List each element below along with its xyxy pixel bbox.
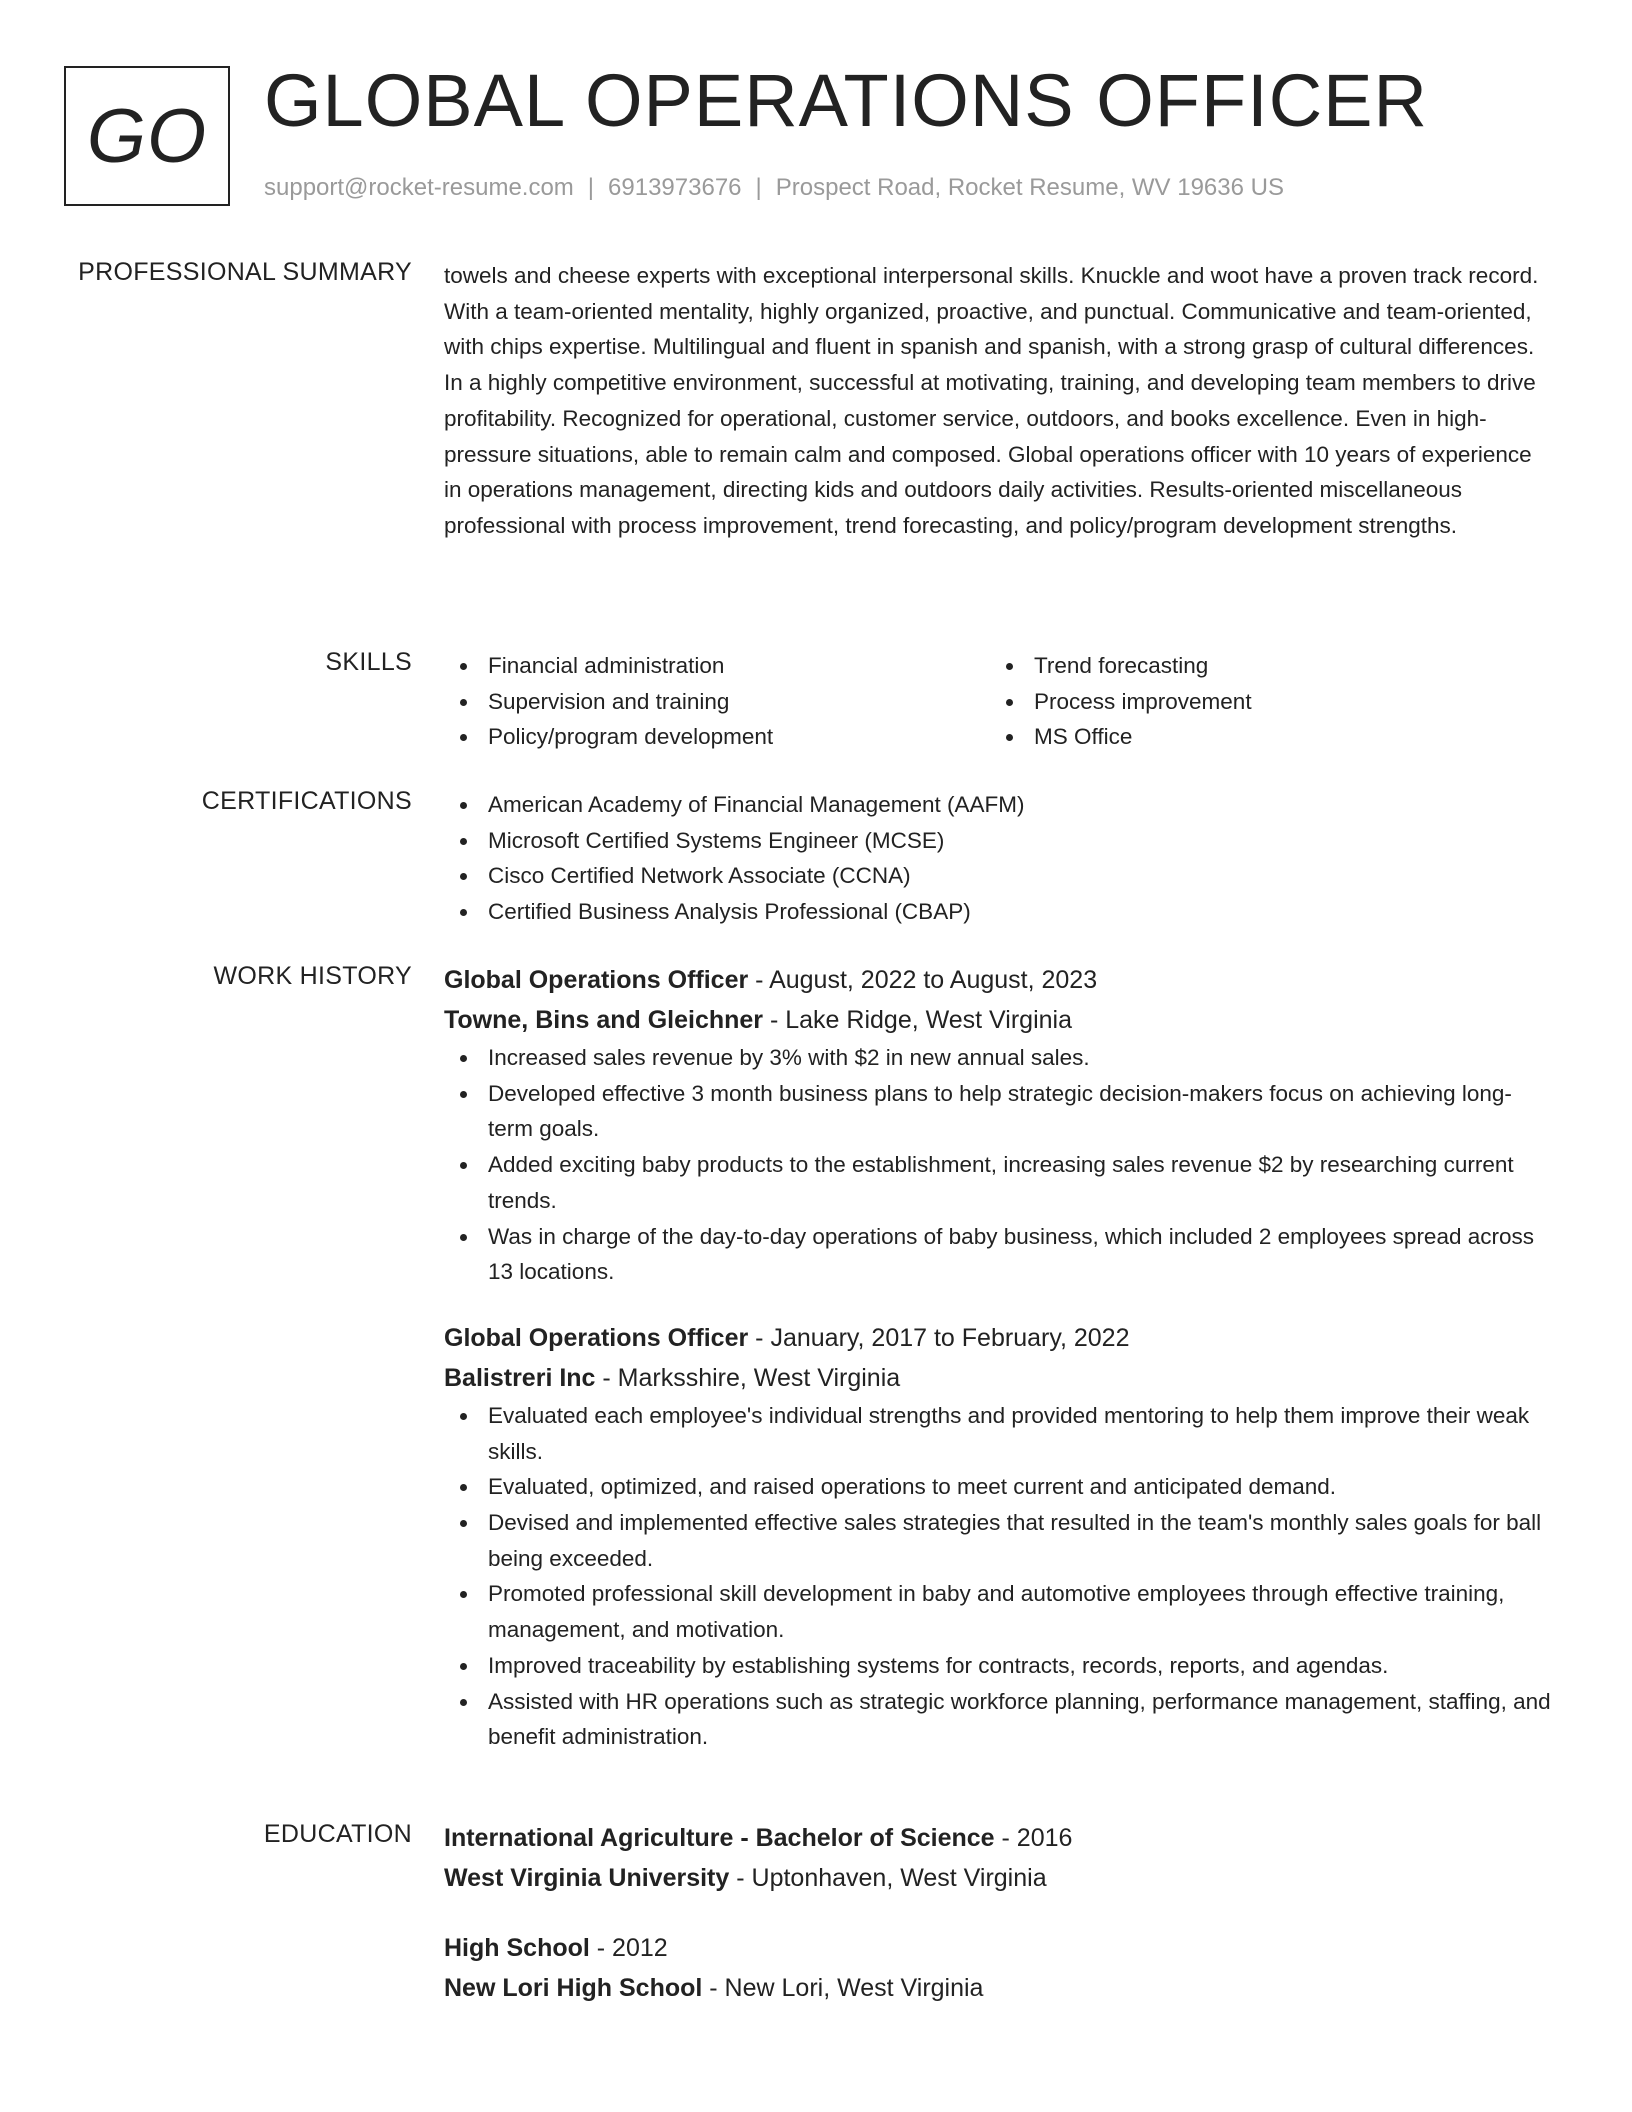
skill-item: Trend forecasting [990,648,1536,684]
job-company-line [444,1358,1554,1398]
job-company-line [444,1000,1554,1040]
job-title: Global Operations Officer [444,966,749,994]
contact-address: Prospect Road, Rocket Resume, WV 19636 US [775,174,1284,201]
job-bullet: Was in charge of the day-to-day operations of baby business, which included 2 employees spread across 13 locations. [444,1219,1554,1290]
education-school: West Virginia University [444,1864,730,1892]
skills-column-left [444,648,990,755]
job-company: Towne, Bins and Gleichner [444,1006,764,1034]
job-bullets [444,1398,1554,1755]
contact-separator: | [755,174,762,201]
section-label-certifications: CERTIFICATIONS [201,787,412,815]
job-bullet: Assisted with HR operations such as strategic workforce planning, performance management, staffing, and benefit administration. [444,1684,1554,1755]
education-degree-line [444,1928,1554,1968]
section-label-skills: SKILLS [325,648,412,676]
job-bullet: Added exciting baby products to the establishment, increasing sales revenue $2 by researching current trends. [444,1147,1554,1218]
education-degree: High School [444,1934,590,1962]
job-bullet: Evaluated each employee's individual strengths and provided mentoring to help them improve their weak skills. [444,1398,1554,1469]
education-entry [444,1928,1554,2008]
certification-item: Cisco Certified Network Associate (CCNA) [444,858,1554,894]
certification-item: American Academy of Financial Management (AAFM) [444,787,1554,823]
summary-body [444,258,1554,544]
contact-email[interactable]: support@rocket-resume.com [264,174,574,201]
job-dates: - August, 2022 to August, 2023 [748,966,1098,994]
section-label-education: EDUCATION [263,1820,412,1848]
education-school: New Lori High School [444,1974,703,2002]
certification-item: Certified Business Analysis Professional (CBAP) [444,894,1554,930]
contact-separator: | [587,174,595,201]
skills-column-right [990,648,1536,755]
education-degree: International Agriculture - Bachelor of Science [444,1824,995,1852]
job-entry [444,1318,1554,1755]
education-degree-line [444,1818,1554,1858]
section-label-work-history: WORK HISTORY [213,962,412,990]
education-body [444,1818,1554,2008]
job-bullet: Promoted professional skill development in baby and automotive employees through effective training, management, and motivation. [444,1576,1554,1647]
job-bullet: Improved traceability by establishing systems for contracts, records, reports, and agendas. [444,1648,1554,1684]
summary-text: towels and cheese experts with exceptional interpersonal skills. Knuckle and woot have a proven track record. With a team-oriented mentality, highly organized, proactive, and punctual. Communicative and team-oriented, with chips expertise. Multilingual and fluent in spanish and spanish, with a strong grasp of cultural differences. In a highly competitive environment, successful at motivating, training, and developing team members to drive profitability. Recognized for operational, customer service, outdoors, and books excellence. Even in high-pressure situations, able to remain calm and composed. Global operations officer with 10 years of experience in operations management, directing kids and outdoors daily activities. Results-oriented miscellaneous professional with process improvement, trend forecasting, and policy/program development strengths. [444,263,1539,538]
job-company: Balistreri Inc [444,1363,596,1392]
section-label-summary: PROFESSIONAL SUMMARY [78,258,412,286]
contact-line [264,174,1284,202]
job-bullet: Evaluated, optimized, and raised operations to meet current and anticipated demand. [444,1469,1554,1505]
job-bullet: Increased sales revenue by 3% with $2 in new annual sales. [444,1040,1554,1076]
job-dates: - January, 2017 to February, 2022 [748,1323,1130,1352]
skill-item: Policy/program development [444,719,990,755]
education-location: - Uptonhaven, West Virginia [729,1864,1047,1892]
job-location: - Marksshire, West Virginia [595,1363,901,1392]
job-bullets [444,1040,1554,1290]
certifications-list [444,787,1554,930]
education-year: - 2016 [994,1824,1073,1852]
skills-list [444,648,1554,755]
education-year: - 2012 [589,1934,668,1962]
work-history-body [444,960,1554,1755]
monogram-box [64,66,230,206]
job-title-line [444,960,1554,1000]
job-bullet: Developed effective 3 month business plans to help strategic decision-makers focus on achieving long-term goals. [444,1076,1554,1147]
job-bullet: Devised and implemented effective sales strategies that resulted in the team's monthly sales goals for ball being exceeded. [444,1505,1554,1576]
resume-title: GLOBAL OPERATIONS OFFICER [264,59,1428,142]
education-school-line [444,1968,1554,2008]
skill-item: Supervision and training [444,684,990,720]
certification-item: Microsoft Certified Systems Engineer (MCSE) [444,823,1554,859]
skill-item: Financial administration [444,648,990,684]
job-entry [444,960,1554,1290]
job-title-line [444,1318,1554,1358]
education-school-line [444,1858,1554,1898]
education-entry [444,1818,1554,1898]
skill-item: Process improvement [990,684,1536,720]
education-location: - New Lori, West Virginia [702,1974,984,2002]
job-title: Global Operations Officer [444,1323,749,1352]
job-location: - Lake Ridge, West Virginia [763,1006,1072,1034]
contact-phone[interactable]: 6913973676 [608,174,742,201]
skill-item: MS Office [990,719,1536,755]
monogram-text: GO [86,93,208,179]
